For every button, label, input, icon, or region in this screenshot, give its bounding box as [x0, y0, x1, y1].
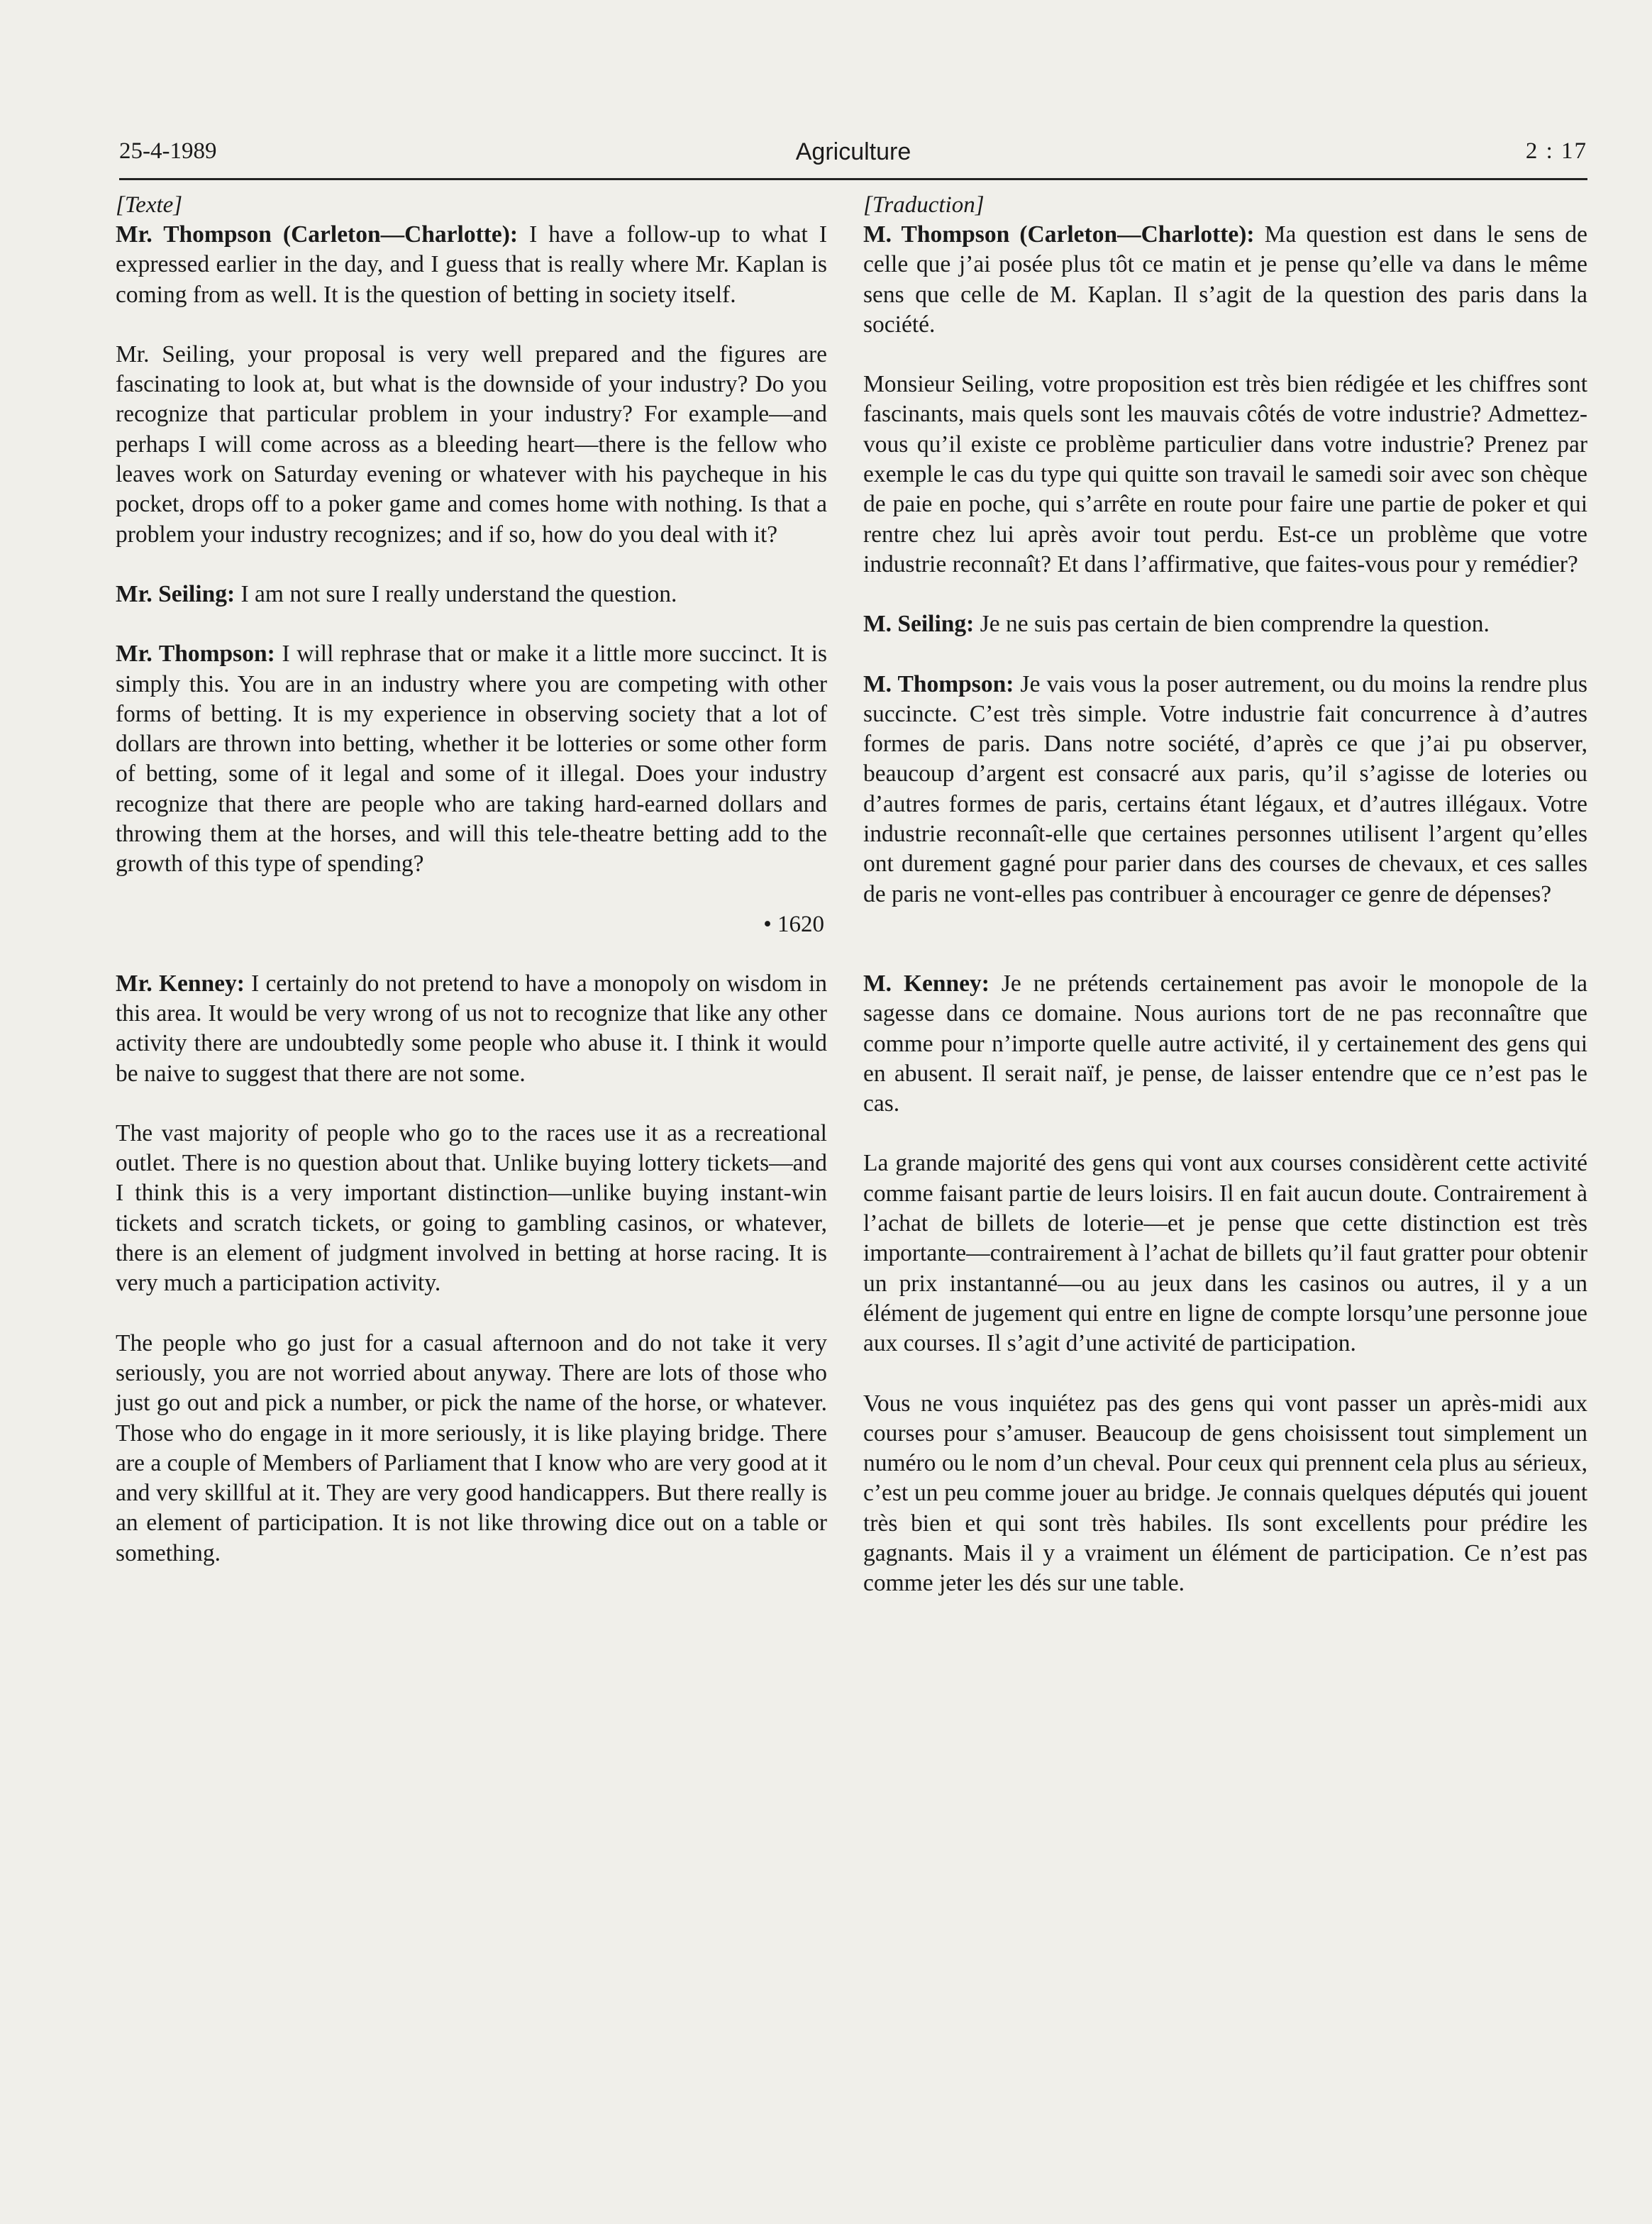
paragraph-text: I have a follow-up to what I expressed earlier in the day, and I guess that is really where Mr. Kaplan is coming from as well. It is the question of betting in society itself.	[116, 221, 827, 308]
paragraph	[863, 670, 1587, 909]
paragraph	[863, 220, 1587, 340]
paragraph-text: Ma question est dans le sens de celle que j’ai posée plus tôt ce matin et je pense qu’elle va dans le même sens que celle de M. Kaplan. Il s’agit de la question des paris dans la société.	[863, 221, 1587, 338]
paragraph	[863, 969, 1587, 1119]
english-column	[116, 190, 827, 1598]
french-column	[863, 190, 1587, 1629]
speaker-name: Mr. Thompson:	[116, 641, 275, 668]
speaker-name: M. Thompson (Carleton—Charlotte):	[863, 221, 1255, 248]
paragraph-text: Je ne suis pas certain de bien comprendre la question.	[974, 611, 1490, 638]
paragraph	[863, 1149, 1587, 1359]
paragraph-text: The people who go just for a casual afternoon and do not take it very seriously, you are not worried about anyway. There are lots of those who just go out and pick a number, or pick the name of the horse, or whatever. Those who do engage in it more seriously, it is like playing bridge. There are a couple of Members of Parliament that I know who are very good at it and very skillful at it. They are very good handicappers. But there really is an element of participation. It is not like throwing dice out on a table or something.	[116, 1329, 827, 1566]
page-header	[119, 138, 1587, 180]
paragraph-text: I am not sure I really understand the question.	[235, 580, 677, 607]
paragraph	[116, 340, 827, 550]
paragraph	[116, 969, 827, 1089]
paragraph-text: The vast majority of people who go to the races use it as a recreational outlet. There is no question about that. Unlike buying lottery tickets—and I think this is a very important distinction—unlike buying instant-win tickets and scratch tickets, or going to gambling casinos, or whatever, there is an element of judgment involved in betting at horse racing. It is very much a participation activity.	[116, 1119, 827, 1297]
paragraph-text: I will rephrase that or make it a little more succinct. It is simply this. You are in an industry where you are competing with other forms of betting. It is my experience in observing society that a lot of dollars are thrown into betting, whether it be lotteries or some other form of betting, some of it legal and some of it illegal. Does your industry recognize that there are people who are taking hard-earned dollars and throwing them at the horses, and will this tele-theatre betting add to the growth of this type of spending?	[116, 641, 827, 878]
speaker-name: M. Kenney:	[863, 970, 989, 997]
paragraph	[863, 609, 1587, 639]
paragraph-text: Monsieur Seiling, votre proposition est très bien rédigée et les chiffres sont fascinants, mais quels sont les mauvais côtés de votre industrie? Admettez-vous qu’il existe ce problème particulier dans votre industrie? Prenez par exemple le cas du type qui quitte son travail le samedi soir avec son chèque de paie en poche, qui s’arrête en route pour faire une partie de poker et qui rentre chez lui après avoir tout perdu. Est-ce un problème que votre industrie reconnaît? Et dans l’affirmative, que faites-vous pour y remédier?	[863, 371, 1587, 577]
section-tag-texte: [Texte]	[116, 192, 183, 218]
paragraph-text: I certainly do not pretend to have a monopoly on wisdom in this area. It would be very wrong of us not to recognize that like any other activity there are undoubtedly some people who abuse it. I think it would be naive to suggest that there are not some.	[116, 970, 827, 1087]
paragraph-text: Vous ne vous inquiétez pas des gens qui vont passer un après-midi aux courses pour s’amuser. Beaucoup de gens choisissent tout simplement un numéro ou le nom d’un cheval. Pour ceux qui prennent cela plus au sérieux, c’est un peu comme jouer au bridge. Je connais quelques députés qui jouent très bien et qui sont très habiles. Ils sont excellents pour prédire les gagnants. Mais il y a vraiment un élément de participation. Ce n’est pas comme jeter les dés sur une table.	[863, 1390, 1587, 1597]
paragraph	[116, 580, 827, 609]
header-title: Agriculture	[795, 138, 911, 165]
paragraph	[863, 1389, 1587, 1599]
time-marker: • 1620	[763, 911, 824, 937]
speaker-name: M. Seiling:	[863, 611, 975, 638]
paragraph	[863, 370, 1587, 580]
paragraph-text: Mr. Seiling, your proposal is very well prepared and the figures are fascinating to look at, but what is the downside of your industry? Do you recognize that particular problem in your industry? For example—and perhaps I will come across as a bleeding heart—there is the fellow who leaves work on Saturday evening or whatever with his paycheque in his pocket, drops off to a poker game and comes home with nothing. Is that a problem your industry recognizes; and if so, how do you deal with it?	[116, 341, 827, 548]
speaker-name: Mr. Thompson (Carleton—Charlotte):	[116, 221, 519, 248]
paragraph-text: La grande majorité des gens qui vont aux courses considèrent cette activité comme faisant partie de leurs loisirs. Il en fait aucun doute. Contrairement à l’achat de billets de loterie—et je pense que cette distinction est très importante—contrairement à l’achat de billets qu’il faut gratter pour obtenir un prix instantanné—ou au jeux dans les casinos ou autres, il y a un élément de jugement qui entre en ligne de compte lorsqu’une personne joue aux courses. Il s’agit d’une activité de participation.	[863, 1150, 1587, 1357]
paragraph-text: Je ne prétends certainement pas avoir le monopole de la sagesse dans ce domaine. Nous aurions tort de ne pas reconnaître que comme pour n’importe quelle autre activité, il y certainement des gens qui en abusent. Il serait naïf, je pense, de laisser entendre que ce n’est pas le cas.	[863, 970, 1587, 1117]
section-tag-traduction: [Traduction]	[863, 192, 985, 218]
header-page-number: 2 : 17	[1525, 138, 1587, 164]
speaker-name: Mr. Kenney:	[116, 970, 245, 997]
header-date: 25-4-1989	[119, 138, 217, 164]
paragraph	[116, 1119, 827, 1299]
paragraph	[116, 639, 827, 879]
paragraph	[116, 220, 827, 310]
paragraph-text: Je vais vous la poser autrement, ou du moins la rendre plus succincte. C’est très simple. Votre industrie fait concurrence à d’autres formes de paris. Dans notre société, d’après ce que j’ai pu observer, beaucoup d’argent est consacré aux paris, qu’il s’agisse de loteries ou d’autres formes de paris, certains étant légaux, et d’autres illégaux. Votre industrie reconnaît-elle que certaines personnes utilisent l’argent qu’elles ont durement gagné pour parier dans des courses de chevaux, et ces salles de paris ne vont-elles pas contribuer à encourager ce genre de dépenses?	[863, 670, 1587, 907]
speaker-name: M. Thompson:	[863, 670, 1014, 697]
speaker-name: Mr. Seiling:	[116, 580, 235, 607]
paragraph	[116, 1329, 827, 1569]
